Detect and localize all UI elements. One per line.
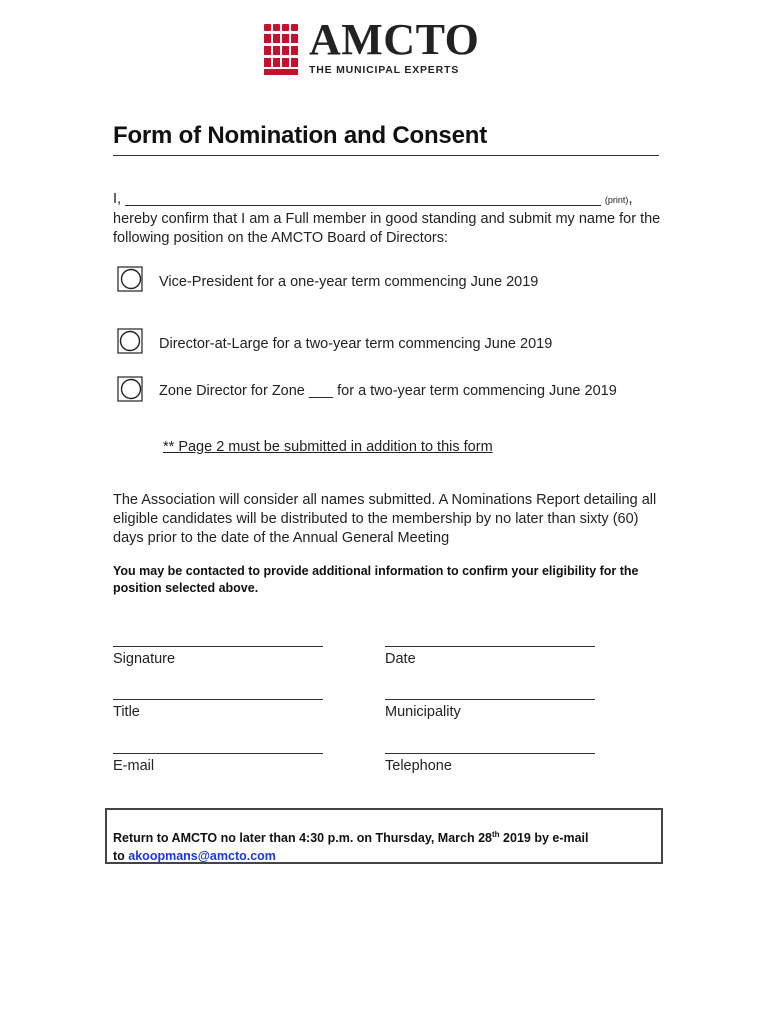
email-line[interactable]	[113, 753, 323, 754]
logo-grid-icon	[263, 24, 301, 76]
return-line-2	[113, 847, 589, 865]
telephone-line[interactable]	[385, 753, 595, 754]
municipality-label: Municipality	[385, 704, 461, 720]
intro-body: hereby confirm that I am a Full member in good standing and submit my name for the following position on the AMCTO Board of Directors:	[113, 211, 661, 246]
date-line[interactable]	[385, 646, 595, 647]
option-zone-director-label: Zone Director for Zone ___ for a two-year term commencing June 2019	[159, 383, 617, 399]
logo-wordmark: AMCTO	[309, 15, 480, 64]
return-text-main: Return to AMCTO no later than 4:30 p.m. on Thursday, March 28	[113, 831, 492, 846]
option-director-at-large-checkbox-icon[interactable]	[117, 328, 143, 354]
return-instructions	[113, 826, 589, 865]
contact-note: You may be contacted to provide additional information to confirm your eligibility for the position selected above.	[113, 564, 639, 595]
name-blank-field[interactable]: ___________________________________________________________	[125, 191, 601, 207]
return-email-link[interactable]: akoopmans@amcto.com	[128, 849, 276, 864]
telephone-label: Telephone	[385, 758, 452, 774]
return-to-prefix: to	[113, 849, 129, 864]
title-divider	[113, 155, 659, 156]
association-text: The Association will consider all names submitted. A Nominations Report detailing all eligible candidates will be distributed to the membership by no later than sixty (60) days prior to the date of the Annual General Meeting	[113, 492, 657, 546]
page-title: Form of Nomination and Consent	[113, 122, 487, 149]
municipality-line[interactable]	[385, 699, 595, 700]
return-text-sup: th	[492, 830, 500, 839]
signature-label: Signature	[113, 651, 176, 667]
intro-suffix: ,	[628, 191, 633, 207]
option-vice-president-checkbox-icon[interactable]	[117, 266, 143, 292]
email-label: E-mail	[113, 758, 155, 774]
option-zone-director-checkbox-icon[interactable]	[117, 376, 143, 402]
print-hint: (print)	[604, 195, 629, 205]
amcto-logo	[263, 15, 480, 80]
title-line[interactable]	[113, 699, 323, 700]
intro-prefix: I,	[113, 191, 126, 207]
page2-note: ** Page 2 must be submitted in addition to this form	[163, 439, 493, 455]
title-label: Title	[113, 704, 140, 720]
option-director-at-large-label: Director-at-Large for a two-year term commencing June 2019	[159, 336, 553, 352]
return-text-tail: 2019 by e-mail	[499, 831, 589, 846]
name-line	[113, 190, 673, 210]
return-line-1	[113, 826, 589, 847]
date-label: Date	[385, 651, 416, 667]
signature-line[interactable]	[113, 646, 323, 647]
option-vice-president-label: Vice-President for a one-year term commencing June 2019	[159, 274, 539, 290]
logo-tagline: THE MUNICIPAL EXPERTS	[309, 64, 460, 76]
